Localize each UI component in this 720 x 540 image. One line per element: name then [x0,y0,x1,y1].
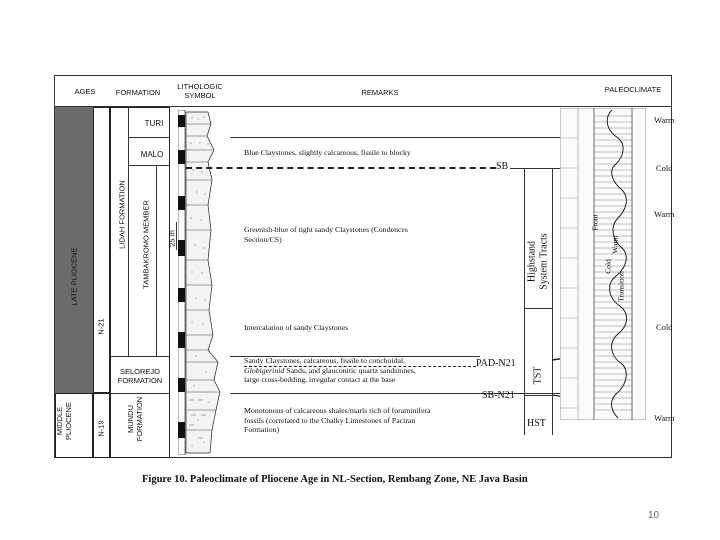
header-lithologic-line1: LITHOLOGIC [177,82,223,91]
curve-label-warm: Warm [610,235,620,254]
lithologic-column [178,110,230,455]
remarks-divider-turi [230,137,560,138]
scale-label: 25 m [167,230,177,247]
header-ages: AGES [74,87,96,96]
remark-monotonous [244,406,431,435]
middle-pliocene-line1: MIDDLE [55,406,64,436]
zone-n19-label: N-19 [96,420,106,437]
selorejo-line2: FORMATION [117,376,163,385]
scale-bar [176,222,177,250]
header-lithologic-symbol [172,82,228,100]
remark-greenish-claystones [244,225,408,244]
sb-label: SB [496,161,509,172]
turi-divider [128,137,170,138]
malo-divider [128,165,170,166]
highstand-line2: System Tracts [538,233,549,290]
zone-n21-label: N-21 [96,318,106,335]
sb-dashed-line [186,167,496,169]
tract-divider-tst [524,395,552,396]
tst-label: TST [532,366,544,385]
figure-caption: Figure 10. Paleoclimate of Pliocene Age in NL-Section, Rembang Zone, NE Java Basin [142,474,528,485]
selorejo-line1: SELOREJO [119,367,160,376]
remark-sandy-line3: large cross-bedding, irregular contact at the base [244,375,396,385]
remark-sandy-claystones [244,356,416,385]
tambakromo-member-label: TAMBAKROMO MEMBER [141,200,151,289]
turi-label: TURI [144,119,164,128]
page-number: 10 [648,510,660,521]
remark-intercalation: Intercalation of sandy Claystones [244,323,349,332]
lidah-right-border [128,107,129,356]
highstand-line1: Highstand [526,240,538,283]
remark-sandy-line2 [244,366,416,376]
curve-label-cold: Cold [603,259,613,274]
middle-pliocene-label [55,391,73,451]
header-formation: FORMATION [115,88,161,97]
late-pliocene-label: LATE PLIOCENE [69,247,79,306]
tambakromo-right-border [156,165,157,356]
middle-pliocene-line2: PLIOCENE [64,402,73,440]
remark-monotonous-line2: fossils (correlated to the Chalky Limestones of Paciran [244,415,416,425]
paleoclimate-cold-2: Cold [656,322,673,332]
remark-monotonous-line1: Monotonous of calcareous shales/marls rich of foraminifera [244,406,431,415]
highstand-tracts-label [527,212,550,312]
remark-greenish-line1: Greenish-blue of tight sandy Claystones (Condences [244,225,408,234]
paleoclimate-warm-3: Warm [654,413,675,423]
mundu-formation-label [126,394,144,444]
paleoclimate-warm-2: Warm [654,209,675,219]
remark-sandy-italic: Globigerinid [244,365,285,375]
mundu-line1: MUNDU [126,405,135,433]
remark-sandy-line1: Sandy Claystones, calcareous, fissile to conchoidal. [244,356,406,365]
remark-greenish-line2: Section/CS) [244,234,282,244]
header-paleoclimate: PALEOCLIMATE [604,85,662,94]
remark-blue-claystones: Blue Claystones, slightly calcareous, fissile to blocky [244,148,411,157]
remark-sandy-line2-rest: Sands, and glauconitic quartz sandstones, [284,365,416,375]
paleoclimate-warm-1: Warm [654,115,675,125]
header-lithologic-line2: SYMBOL [184,91,216,100]
header-remarks: REMARKS [361,88,399,97]
mundu-line2: FORMATION [135,396,144,442]
curve-label-front: Front [590,214,600,231]
selorejo-formation-label [110,367,170,385]
hst-label: HST [527,418,546,429]
lidah-formation-label: LIDAH FORMATION [117,180,127,249]
zone-n21-block [93,107,110,393]
malo-label: MALO [140,150,164,159]
pad-n21-dashed-line [244,366,476,367]
pad-n21-label: PAD-N21 [476,358,516,369]
curve-label-transition: Transition [616,271,626,302]
remark-monotonous-line3: Formation) [244,425,280,435]
paleoclimate-cold-1: Cold [656,163,673,173]
sb-n21-label: SB-N21 [482,390,515,401]
selorejo-divider [110,356,170,357]
